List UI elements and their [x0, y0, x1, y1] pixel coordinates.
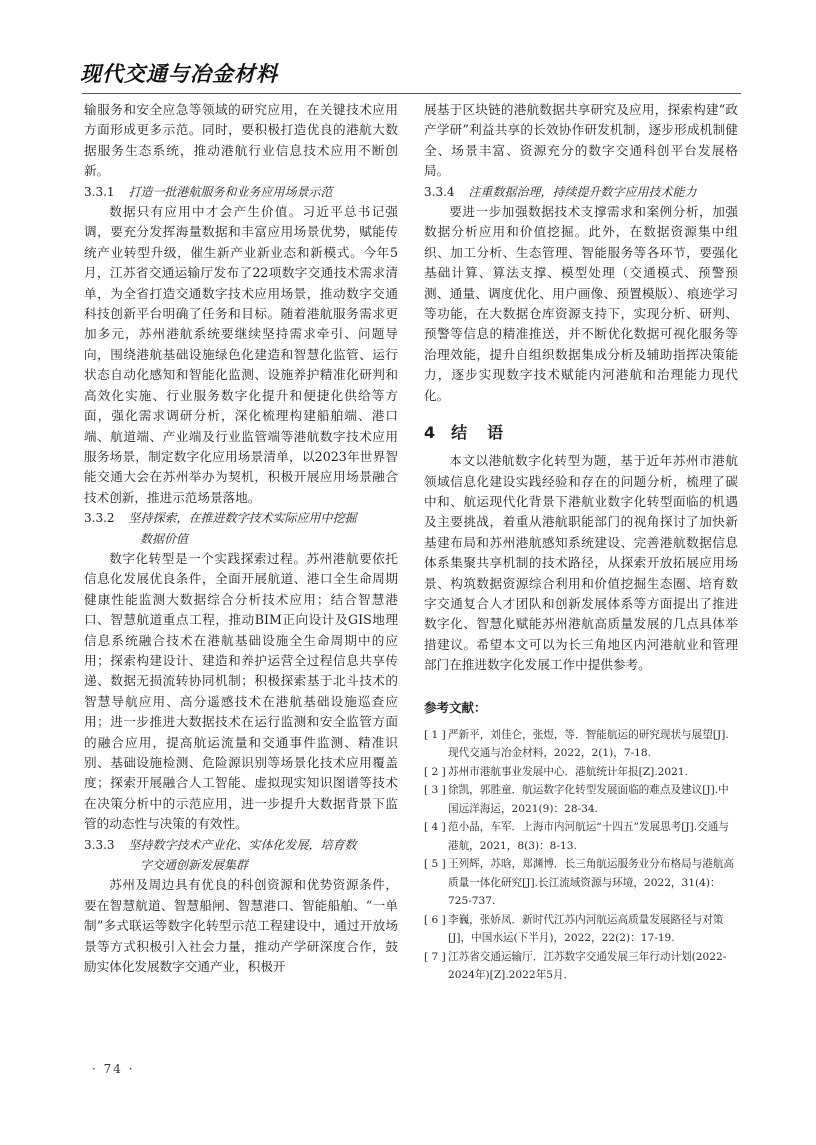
section-heading-3-3-1 [84, 182, 398, 202]
reference-item [424, 948, 738, 985]
paragraph: 要进一步加强数据技术支撑需求和案例分析，加强数据分析应用和价值挖掘。此外，在数据资源集中组织、加工分析、生态管理、智能服务等各环节，要强化基础计算、算法支撑、模型处理（交通模式、预警预测、通量、调度优化、用户画像、预置模版）、痕迹学习等功能，在大数据仓库资源支持下，实现分析、研判、预警等信息的精准推送，并不断优化数据可视化服务等治理效能，提升自组织数据集成分析及辅助指挥决策能力，逐步实现数字技术赋能内河港航和治理能力现代化。 [424, 204, 738, 403]
journal-title: 现代交通与冶金材料 [80, 61, 278, 86]
section-title: 打造一批港航服务和业务应用场景示范 [128, 184, 333, 199]
paragraph: 数字化转型是一个实践探索过程。苏州港航要依托信息化发展优良条件，全面开展航道、港口全生命周期健康性能监测大数据综合分析技术应用；结合智慧港口、智慧航道重点工程，推动BIM正向设计及GIS地理信息系统融合技术在港航基础设施全生命周期中的应用；探索构建设计、建造和养护运营全过程信息共享传递、数据无损流转协同机制；积极探索基于北斗技术的智慧导航应用、高分遥感技术在港航基础设施巡查应用；进一步推进大数据技术在运行监测和安全监管方面的融合应用，提高航运流量和交通事件监测、精准识别、基础设施检测、危险源识别等场景化技术应用覆盖度；探索开展融合人工智能、虚拟现实知识图谱等技术在决策分析中的示范应用，进一步提升大数据背景下监管的动态性与决策的有效性。 [84, 550, 398, 832]
reference-text: 严新平，刘佳仑，张煜，等．智能航运的研究现状与展望[J].现代交通与冶金材料，2022，2(1)，7-18. [448, 728, 729, 760]
section-title: 坚持数字技术产业化、实体化发展，培育数 [128, 837, 357, 852]
right-column [424, 100, 738, 985]
reference-text: 苏州市港航事业发展中心．港航统计年报[Z].2021. [448, 765, 689, 778]
left-column [84, 100, 398, 977]
reference-number: [ 3 ] [424, 784, 446, 797]
section-number: 3.3.2 [84, 511, 115, 526]
page-number: · 74 · [92, 1062, 135, 1076]
paragraph: 苏州及周边具有优良的科创资源和优势资源条件，要在智慧航道、智慧船闸、智慧港口、智能船舶、“一单制”多式联运等数字化转型示范工程建设中，通过开放场景等方式积极引入社会力量，推动产学研深度合作，鼓励实体化发展数字交通产业，积极开 [84, 877, 398, 975]
reference-number: [ 7 ] [424, 950, 446, 963]
reference-number: [ 5 ] [424, 858, 446, 871]
reference-item [424, 781, 738, 818]
paragraph: 输服务和安全应急等领域的研究应用，在关键技术应用方面形成更多示范。同时，要积极打造优良的港航大数据服务生态系统，推动港航行业信息技术应用不断创新。 [84, 102, 398, 179]
section-title-continued: 数据价值 [140, 531, 189, 546]
reference-item [424, 855, 738, 911]
section-number: 3.3.1 [84, 184, 115, 199]
reference-item [424, 911, 738, 948]
reference-text: 王列辉，苏晗，郑渊博．长三角航运服务业分布格局与港航高质量一体化研究[J].长江流域资源与环境，2022，31(4)：725-737. [448, 858, 735, 908]
section-title: 坚持探索，在推进数字技术实际应用中挖掘 [128, 511, 357, 526]
reference-text: 李巍，张娇凤．新时代江苏内河航运高质量发展路径与对策[J]，中国水运(下半月)，2022，22(2)：17-19. [448, 913, 724, 945]
section-number: 3.3.3 [84, 837, 115, 852]
paragraph: 本文以港航数字化转型为题，基于近年苏州市港航领域信息化建设实践经验和存在的问题分析，梳理了碳中和、航运现代化背景下港航业数字化转型面临的机遇及主要挑战，着重从港航职能部门的视角探讨了加快新基建布局和苏州港航感知系统建设、完善港航数据信息体系集聚共享机制的技术路径，从探索开放拓展应用场景、构筑数据资源综合利用和价值挖掘生态圈、培育数字交通复合人才团队和创新发展体系等方面提出了推进数字化、智慧化赋能苏州港航高质量发展的几点具体举措建议。希望本文可以为长三角地区内河港航业和管理部门在推进数字化发展工作中提供参考。 [424, 453, 738, 673]
section-heading-3-3-2 [84, 508, 398, 549]
reference-list [424, 726, 738, 985]
section-number: 3.3.4 [424, 184, 455, 199]
reference-number: [ 6 ] [424, 913, 446, 926]
paragraph: 展基于区块链的港航数据共享研究及应用，探索构建“政产学研”利益共享的长效协作研发机制，逐步形成机制健全、场景丰富、资源充分的数字交通科创平台发展格局。 [424, 102, 738, 179]
section-title: 结 语 [451, 423, 506, 443]
reference-number: [ 4 ] [424, 821, 446, 834]
reference-text: 徐凯，郭胜童．航运数字化转型发展面临的难点及建议[J].中国远洋海运，2021(9)：28-34. [448, 784, 729, 815]
reference-item [424, 726, 738, 763]
reference-item [424, 818, 738, 855]
reference-text: 范小晶，车军．上海市内河航运“十四五”发展思考[J].交通与港航，2021，8(3)：8-13. [448, 821, 729, 852]
section-heading-3-3-3 [84, 835, 398, 876]
reference-number: [ 2 ] [424, 765, 446, 778]
section-title-continued: 字交通创新发展集群 [140, 858, 249, 873]
reference-item [424, 763, 738, 782]
section-heading-4 [424, 420, 738, 443]
section-number: 4 [424, 423, 438, 443]
paragraph: 数据只有应用中才会产生价值。习近平总书记强调，要充分发挥海量数据和丰富应用场景优势，赋能传统产业转型升级，催生新产业新业态和新模式。今年5月，江苏省交通运输厅发布了22项数字交通技术需求清单，为全省打造交通数字技术应用场景，推动数字交通科技创新平台明确了任务和目标。随着港航服务需求更加多元，苏州港航系统要继续坚持需求牵引、问题导向，围绕港航基础设施绿色化建造和智慧化监管、运行状态自动化感知和智能化监测、设施养护精准化研判和高效化实施、行业服务数字化提升和便捷化供给等方面，强化需求调研分析，深化梳理构建船舶端、港口端、航道端、产业端及行业监管端等港航数字技术应用服务场景，制定数字化应用场景清单，以2023年世界智能交通大会在苏州举办为契机，积极开展应用场景融合技术创新，推进示范场景落地。 [84, 204, 398, 505]
header-rule [82, 93, 741, 94]
references-title: 参考文献： [424, 699, 487, 715]
section-title: 注重数据治理，持续提升数字应用技术能力 [468, 184, 697, 199]
section-heading-3-3-4 [424, 182, 738, 202]
reference-number: [ 1 ] [424, 728, 446, 741]
reference-text: 江苏省交通运输厅．江苏数字交通发展三年行动计划(2022-2024年)[Z].2022年5月． [448, 950, 727, 982]
